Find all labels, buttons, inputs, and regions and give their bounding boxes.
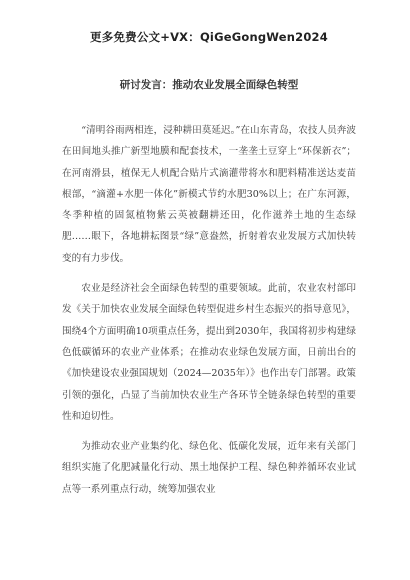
document-title: 研讨发言：推动农业发展全面绿色转型 bbox=[119, 79, 299, 91]
document-body bbox=[62, 120, 356, 500]
paragraph-2: 农业是经济社会全面绿色转型的重要领域。此前，农业农村部印发《关于加快农业发展全面绿色转型促进乡村生态振兴的指导意见》，围绕4个方面明确10项重点任务，提出到2030年，我国将初步构建绿色低碳循环的农业产业体系；在推动农业绿色发展方面，日前出台的《加快建设农业强国规划（2024—2035年）》也作出专门部署。政策引领的强化，凸显了当前加快农业生产各环节全链条绿色转型的重要性和迫切性。 bbox=[62, 283, 356, 422]
paragraph-3: 为推动农业产业集约化、绿色化、低碳化发展，近年来有关部门组织实施了化肥减量化行动、黑土地保护工程、绿色种养循环农业试点等一系列重点行动，统筹加强农业 bbox=[62, 441, 356, 495]
paragraph-1: “清明谷雨两相连，浸种耕田莫延迟。”在山东青岛，农技人员奔波在田间地头推广新型地膜和配套技术，一垄垄土豆穿上“环保新衣”；在河南滑县，植保无人机配合贴片式滴灌带将水和肥料精准送达麦苗根部，“滴灌+水肥一体化”新模式节约水肥30%以上；在广东河源，冬季种植的固氮植物紫云英被翻耕还田，化作滋养土地的生态绿肥……眼下，各地耕耘图景“绿”意盎然，折射着农业发展方式加快转变的有力步伐。 bbox=[62, 125, 356, 264]
promo-header: 更多免费公文+VX：QiGeGongWen2024 bbox=[90, 30, 328, 44]
